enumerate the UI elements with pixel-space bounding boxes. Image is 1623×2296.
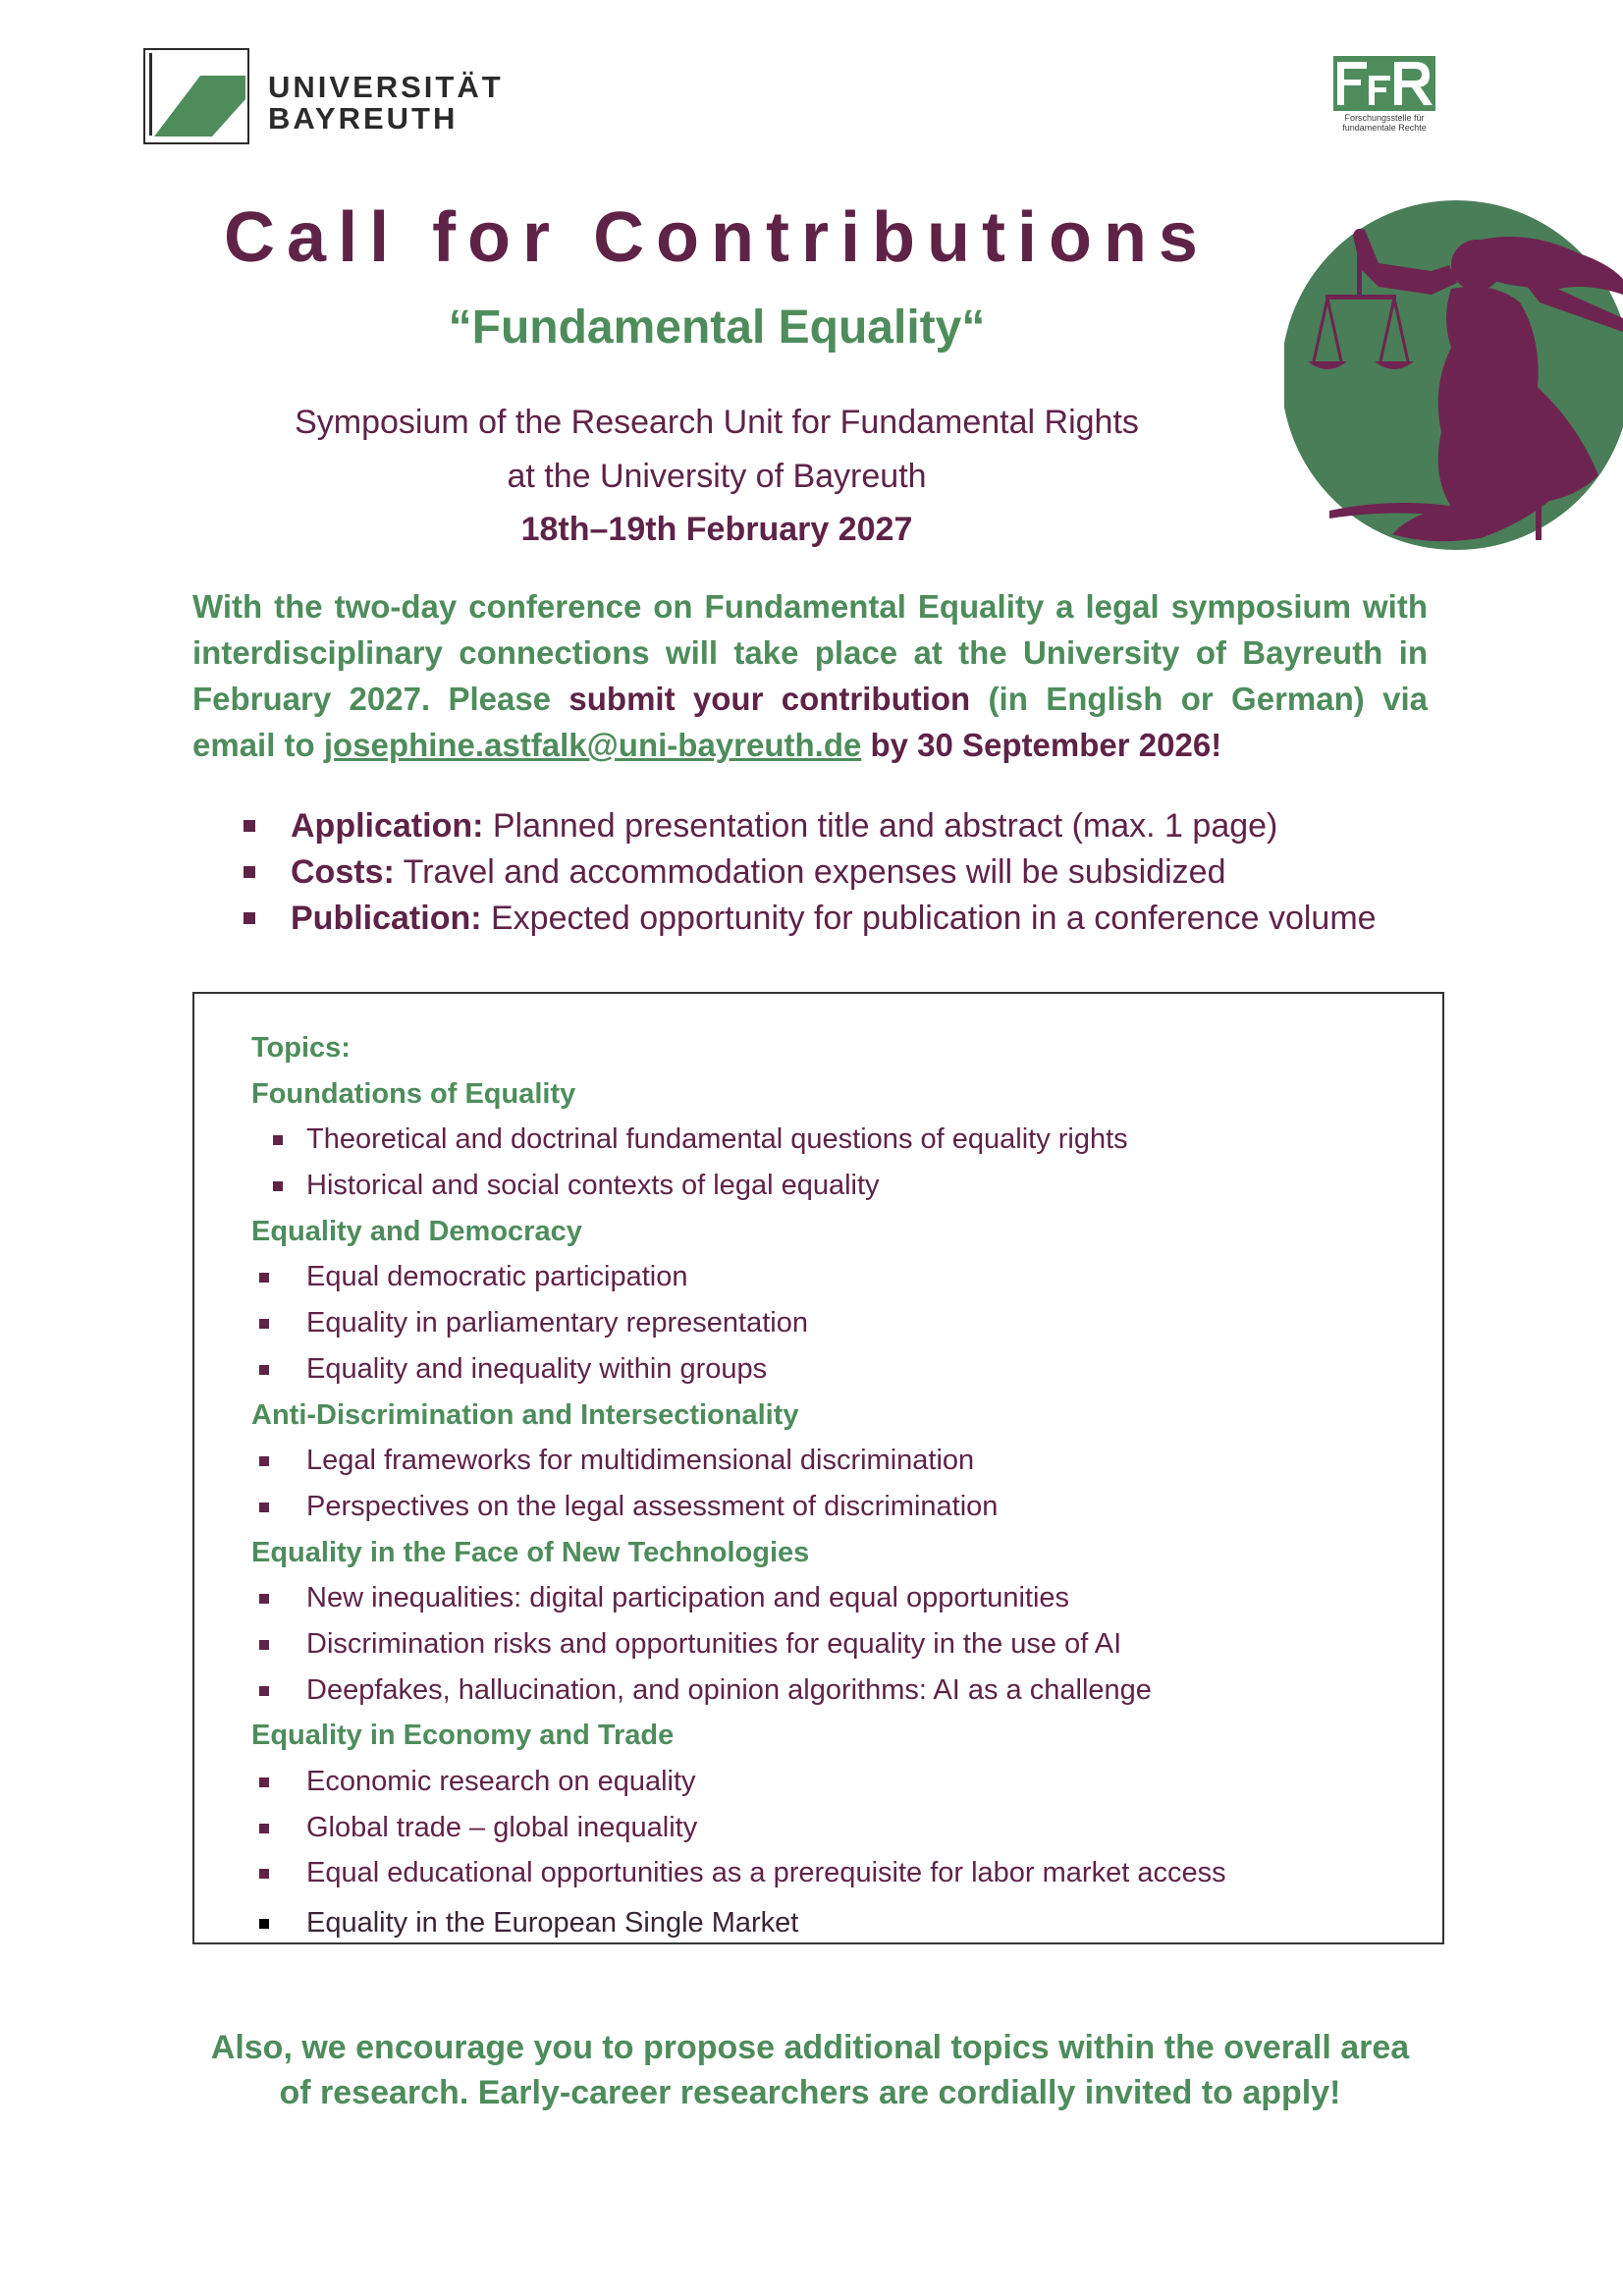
square-bullet-icon — [273, 1135, 283, 1145]
university-bayreuth-logo — [143, 48, 504, 146]
topic-item — [251, 1575, 1410, 1621]
key-point-text: Expected opportunity for publication in a conference volume — [481, 900, 1377, 937]
closing-message — [192, 2025, 1428, 2115]
topic-item-text: Equality in the European Single Market — [306, 1907, 799, 1940]
topic-item-text: Economic research on equality — [306, 1766, 696, 1797]
closing-line1: Also, we encourage you to propose additional topics within the overall area — [210, 2029, 1410, 2066]
topics-content — [251, 1025, 1410, 1946]
topic-item — [251, 1667, 1410, 1714]
contact-email-link[interactable]: josephine.astfalk@uni-bayreuth.de — [323, 727, 862, 763]
university-logo-mark — [143, 48, 249, 144]
ffr-logo — [1329, 56, 1439, 138]
scales-of-justice-icon — [1284, 200, 1623, 556]
topic-item-text: Legal frameworks for multidimensional discrimination — [306, 1445, 975, 1477]
topic-item-text: Historical and social contexts of legal equality — [306, 1170, 880, 1202]
topic-item — [251, 1254, 1410, 1300]
square-bullet-icon — [259, 1640, 269, 1650]
square-bullet-icon — [243, 820, 255, 832]
square-bullet-icon — [273, 1181, 283, 1191]
key-point-label: Costs: — [291, 853, 395, 891]
symposium-info-line1: Symposium of the Research Unit for Fundamental Rights — [295, 404, 1139, 441]
square-bullet-icon — [259, 1365, 269, 1375]
square-bullet-icon — [243, 912, 255, 924]
square-bullet-icon — [259, 1824, 269, 1833]
topic-item-text: Discrimination risks and opportunities for equality in the use of AI — [306, 1627, 1122, 1660]
ffr-logo-text-line1: Forschungsstelle für — [1344, 113, 1425, 123]
topic-item — [251, 1850, 1410, 1896]
square-bullet-icon — [259, 1777, 269, 1787]
page-title: Call for Contributions — [224, 198, 1210, 277]
topic-item-text: New inequalities: digital participation and equal opportunities — [306, 1582, 1070, 1614]
square-bullet-icon — [259, 1919, 269, 1929]
key-points-list — [240, 803, 1467, 942]
topic-item-text: Equality and inequality within groups — [306, 1352, 768, 1385]
topic-item — [251, 1163, 1410, 1209]
topic-section-title: Anti-Discrimination and Intersectionality — [251, 1398, 799, 1431]
key-point-text: Planned presentation title and abstract (max. 1 page) — [483, 807, 1278, 845]
square-bullet-icon — [259, 1869, 269, 1879]
square-bullet-icon — [259, 1319, 269, 1329]
topic-item-text: Perspectives on the legal assessment of discrimination — [306, 1490, 999, 1522]
justitia-illustration — [1284, 200, 1623, 556]
topic-item-text: Equal educational opportunities as a prerequisite for labor market access — [306, 1857, 1226, 1889]
square-bullet-icon — [259, 1503, 269, 1512]
topic-item-text: Global trade – global inequality — [306, 1811, 698, 1843]
symposium-date: 18th–19th February 2027 — [520, 511, 913, 548]
topic-item-text: Equal democratic participation — [306, 1261, 688, 1293]
topic-item — [251, 1621, 1410, 1667]
key-point-text: Travel and accommodation expenses will be subsidized — [394, 853, 1226, 891]
ffr-logo-mark — [1333, 56, 1435, 111]
topic-section-title: Foundations of Equality — [251, 1077, 576, 1110]
square-bullet-icon — [259, 1686, 269, 1696]
square-bullet-icon — [259, 1456, 269, 1466]
topic-item — [251, 1759, 1410, 1805]
topic-item — [251, 1117, 1410, 1163]
topic-item — [251, 1484, 1410, 1530]
key-point-label: Application: — [291, 807, 484, 845]
topic-item — [251, 1805, 1410, 1851]
conference-subtitle: “Fundamental Equality“ — [448, 301, 986, 354]
intro-text-part1: With the two-day conference on Fundamental Equality a legal symposium with interdisciplinary connections will take place at the University of Bayreuth in February 2027. Please — [192, 588, 1428, 717]
square-bullet-icon — [259, 1594, 269, 1604]
topic-item — [251, 1900, 1410, 1946]
key-point-label: Publication: — [291, 900, 482, 937]
topics-box — [192, 992, 1444, 1944]
topic-section-title: Equality and Democracy — [251, 1215, 582, 1247]
symposium-info-line2: at the University of Bayreuth — [507, 458, 927, 495]
intro-paragraph — [192, 583, 1428, 768]
topic-section-title: Equality in Economy and Trade — [251, 1720, 675, 1752]
university-name-line1: UNIVERSITÄT — [268, 70, 504, 104]
topic-item-text: Theoretical and doctrinal fundamental questions of equality rights — [306, 1123, 1128, 1156]
key-point-item — [240, 896, 1467, 942]
topic-item — [251, 1438, 1410, 1484]
key-point-item — [240, 803, 1467, 849]
square-bullet-icon — [243, 866, 255, 878]
square-bullet-icon — [259, 1273, 269, 1283]
intro-submit-text: submit your contribution — [568, 681, 971, 717]
topic-item-text: Equality in parliamentary representation — [306, 1307, 808, 1339]
key-point-item — [240, 849, 1467, 896]
university-name-line2: BAYREUTH — [268, 101, 459, 136]
topic-section-title: Equality in the Face of New Technologies — [251, 1536, 810, 1568]
intro-text-part2: (in English or German) via email to — [192, 681, 1428, 763]
ffr-logo-text-line2: fundamentale Rechte — [1342, 123, 1427, 133]
topic-item — [251, 1346, 1410, 1393]
topic-item-text: Deepfakes, hallucination, and opinion algorithms: AI as a challenge — [306, 1673, 1152, 1706]
topics-heading: Topics: — [251, 1032, 351, 1064]
submission-deadline: by 30 September 2026! — [861, 727, 1222, 763]
topic-item — [251, 1300, 1410, 1346]
closing-line2: of research. Early-career researchers are cordially invited to apply! — [279, 2074, 1341, 2111]
